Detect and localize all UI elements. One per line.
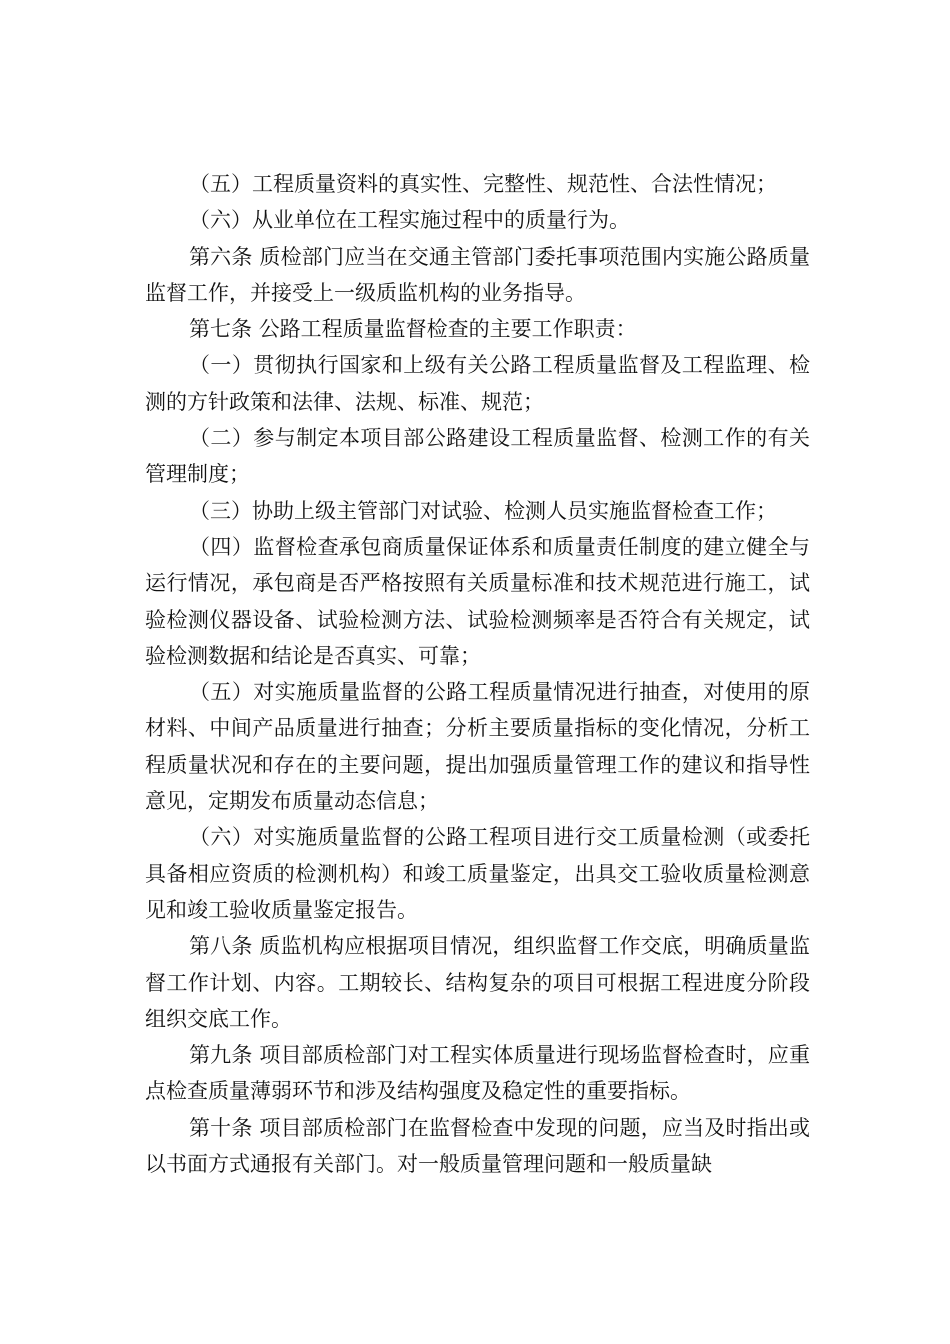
article-7: 第七条 公路工程质量监督检查的主要工作职责： [189, 317, 637, 342]
paragraph: （五）工程质量资料的真实性、完整性、规范性、合法性情况； [189, 172, 777, 196]
paragraph: （六）对实施质量监督的公路工程项目进行交工质量检测（或委托具备相应资质的检测机构）和竣工质量鉴定，出具交工验收质量检测意见和竣工验收质量鉴定报告。 [145, 825, 810, 922]
document-body [145, 166, 810, 1182]
paragraph: （四）监督检查承包商质量保证体系和质量责任制度的建立健全与运行情况，承包商是否严格按照有关质量标准和技术规范进行施工，试验检测仪器设备、试验检测方法、试验检测频率是否符合有关规定，试验检测数据和结论是否真实、可靠； [145, 534, 810, 668]
article-9: 第九条 项目部质检部门对工程实体质量进行现场监督检查时，应重点检查质量薄弱环节和涉及结构强度及稳定性的重要指标。 [145, 1043, 810, 1104]
article-6: 第六条 质检部门应当在交通主管部门委托事项范围内实施公路质量监督工作，并接受上一级质监机构的业务指导。 [145, 244, 810, 305]
paragraph: （二）参与制定本项目部公路建设工程质量监督、检测工作的有关管理制度； [145, 426, 810, 487]
article-10: 第十条 项目部质检部门在监督检查中发现的问题，应当及时指出或以书面方式通报有关部门。对一般质量管理问题和一般质量缺 [145, 1115, 810, 1177]
article-8: 第八条 质监机构应根据项目情况，组织监督工作交底，明确质量监督工作计划、内容。工期较长、结构复杂的项目可根据工程进度分阶段组织交底工作。 [145, 934, 810, 1031]
paragraph: （六）从业单位在工程实施过程中的质量行为。 [189, 208, 630, 233]
paragraph: （五）对实施质量监督的公路工程质量情况进行抽查，对使用的原材料、中间产品质量进行抽查；分析主要质量指标的变化情况，分析工程质量状况和存在的主要问题，提出加强质量管理工作的建议和指导性意见，定期发布质量动态信息； [145, 680, 810, 814]
paragraph: （三）协助上级主管部门对试验、检测人员实施监督检查工作； [189, 498, 777, 523]
paragraph: （一）贯彻执行国家和上级有关公路工程质量监督及工程监理、检测的方针政策和法律、法规、标准、规范； [145, 353, 810, 414]
